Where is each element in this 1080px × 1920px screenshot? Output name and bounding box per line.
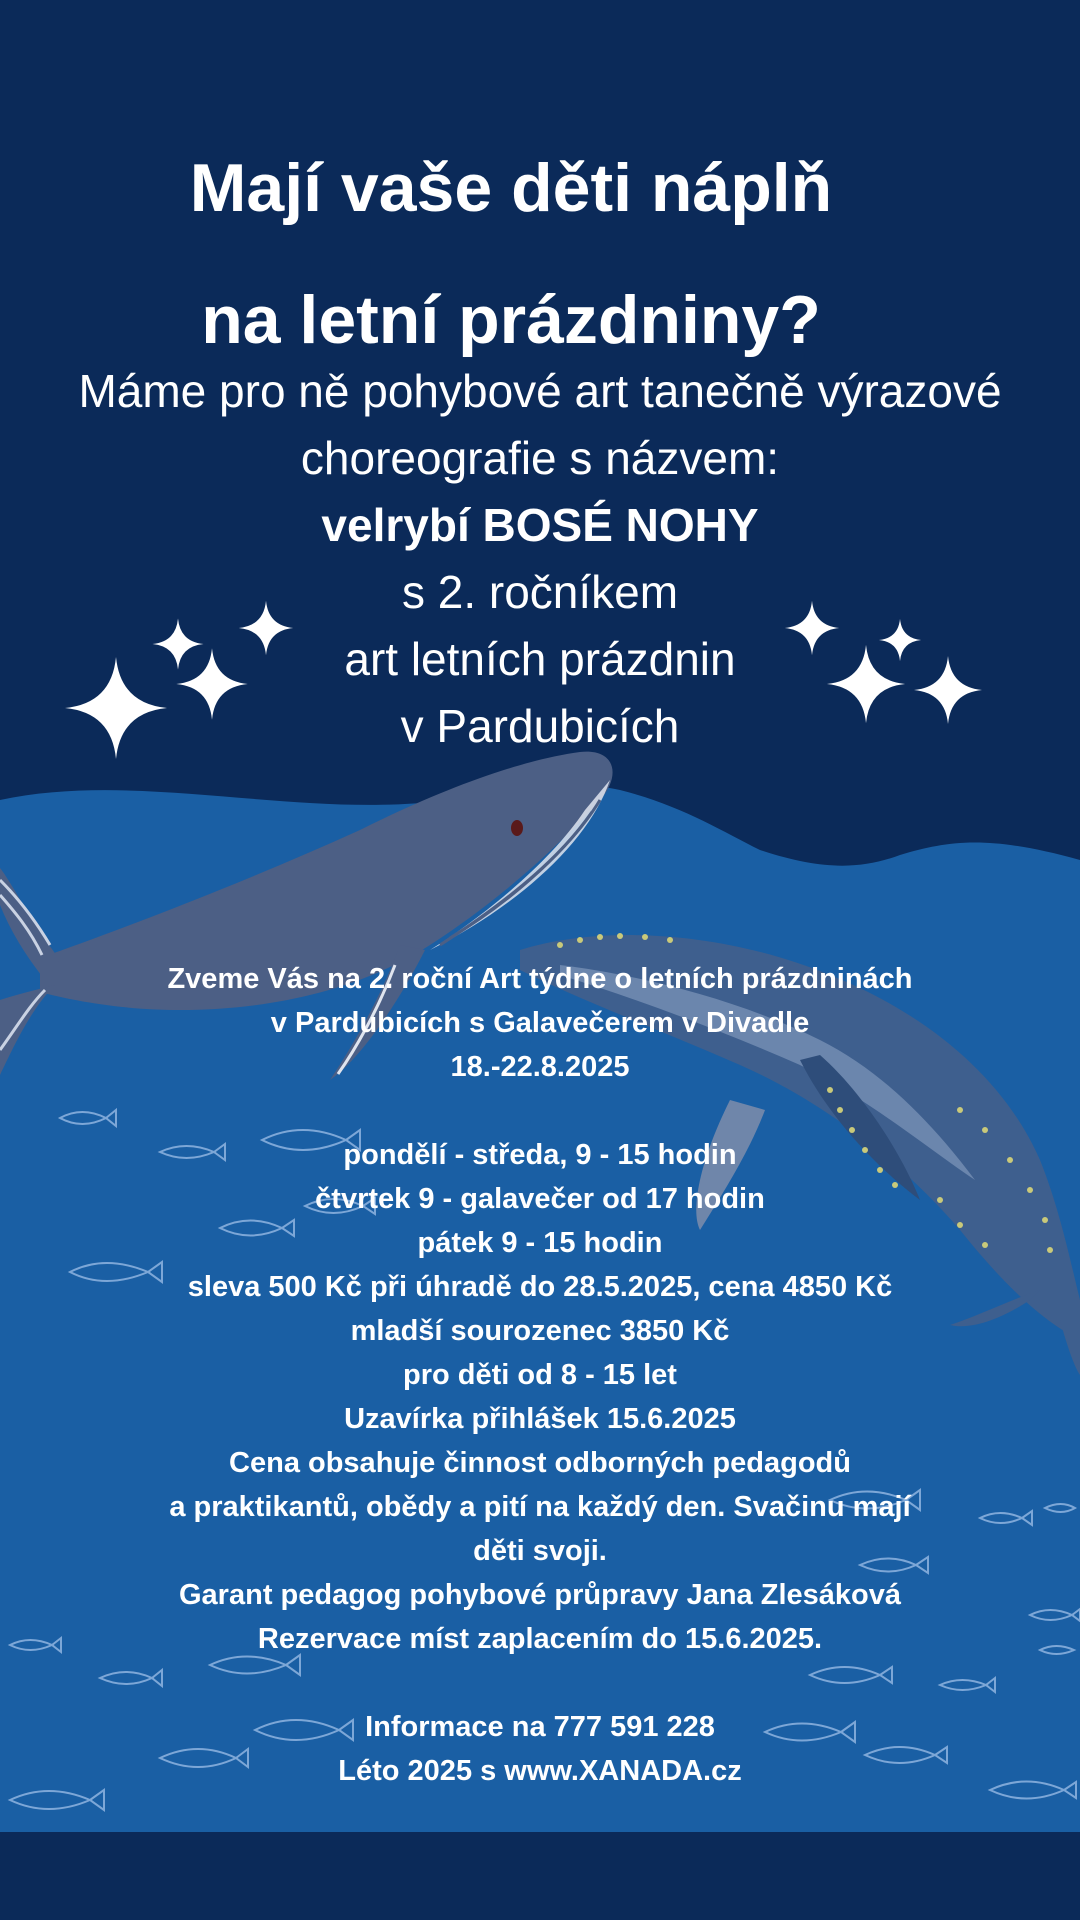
age-range: pro děti od 8 - 15 let (403, 1359, 677, 1391)
sibling-price: mladší sourozenec 3850 Kč (350, 1315, 730, 1347)
includes-line-1: Cena obsahuje činnost odborných pedagodů (229, 1447, 851, 1479)
intro-block (0, 358, 1080, 760)
website: Léto 2025 s www.XANADA.cz (338, 1755, 742, 1787)
intro-line-1: Máme pro ně pohybové art tanečně výrazové (78, 365, 1002, 417)
headline (0, 122, 1080, 386)
price-info: sleva 500 Kč při úhradě do 28.5.2025, cena 4850 Kč (187, 1271, 893, 1303)
headline-line-2: na letní prázdniny? (201, 282, 821, 358)
intro-line-5: art letních prázdnin (344, 633, 736, 685)
includes-line-2: a praktikantů, obědy a pití na každý den. Svačinu mají (169, 1491, 911, 1523)
invite-line-2: v Pardubicích s Galavečerem v Divadle (270, 1007, 810, 1039)
intro-line-4: s 2. ročníkem (401, 566, 679, 618)
intro-line-6: v Pardubicích (400, 700, 680, 752)
intro-line-2: choreografie s názvem: (300, 432, 780, 484)
program-name: velrybí BOSÉ NOHY (321, 499, 759, 551)
registration-deadline: Uzavírka přihlášek 15.6.2025 (344, 1403, 736, 1435)
schedule-line-1: pondělí - středa, 9 - 15 hodin (343, 1139, 737, 1171)
spacer (0, 1661, 1080, 1705)
headline-line-1: Mají vaše děti náplň (189, 150, 833, 226)
spacer (0, 1089, 1080, 1133)
includes-line-3: děti svoji. (473, 1535, 607, 1567)
invite-line-1: Zveme Vás na 2. roční Art týdne o letních prázdninách (167, 963, 913, 995)
details-block (0, 957, 1080, 1793)
schedule-line-2: čtvrtek 9 - galavečer od 17 hodin (315, 1183, 765, 1215)
event-dates: 18.-22.8.2025 (450, 1051, 630, 1083)
reservation-note: Rezervace míst zaplacením do 15.6.2025. (257, 1623, 823, 1655)
contact-phone: Informace na 777 591 228 (365, 1711, 715, 1743)
guarantor: Garant pedagog pohybové průpravy Jana Zlesáková (179, 1579, 901, 1611)
bottom-band (0, 1832, 1080, 1920)
schedule-line-3: pátek 9 - 15 hodin (417, 1227, 663, 1259)
